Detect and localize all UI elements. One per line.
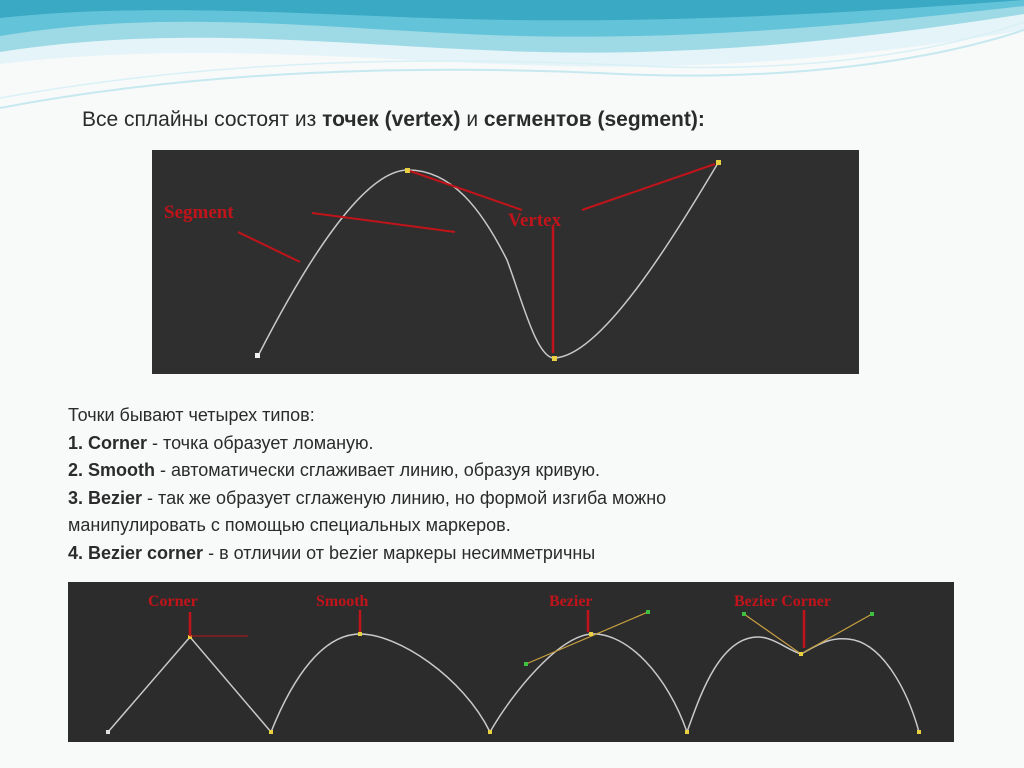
vertex-point bbox=[716, 160, 721, 165]
vertex-pointer-line bbox=[582, 164, 715, 210]
vertex-point bbox=[106, 730, 110, 734]
corner-label: Corner bbox=[148, 593, 198, 610]
spline-diagram bbox=[152, 150, 859, 374]
vertex-point bbox=[799, 652, 803, 656]
vertex-point bbox=[358, 632, 362, 636]
segment-label: Segment bbox=[164, 202, 234, 223]
bezier-handle-end bbox=[870, 612, 874, 616]
bezier-corner-handle bbox=[801, 614, 872, 654]
point-types-list bbox=[68, 402, 968, 567]
vertex-point bbox=[589, 632, 593, 636]
vertex-point bbox=[685, 730, 689, 734]
list-item-continuation: манипулировать с помощью специальных маркеров. bbox=[68, 515, 511, 535]
vertex-point bbox=[269, 730, 273, 734]
vertex-types-figure bbox=[68, 582, 954, 742]
bezier-handle-end bbox=[524, 662, 528, 666]
header-wave-decoration bbox=[0, 0, 1024, 120]
vertex-point bbox=[917, 730, 921, 734]
vertex-types-diagram bbox=[68, 582, 954, 742]
spline-curve bbox=[258, 163, 718, 358]
list-item: 2. Smooth - автоматически сглаживает линию, образуя кривую. bbox=[68, 460, 601, 480]
bezier-label: Bezier bbox=[549, 593, 593, 610]
segment-pointer-line bbox=[238, 232, 300, 262]
vertex-pointer-line bbox=[410, 171, 522, 210]
vertex-point bbox=[255, 353, 260, 358]
page-heading: Все сплайны состоят из точек (vertex) и сегментов (segment): bbox=[82, 108, 705, 131]
vertex-label: Vertex bbox=[508, 210, 562, 231]
bezier-handle-end bbox=[646, 610, 650, 614]
types-intro: Точки бывают четырех типов: bbox=[68, 405, 315, 425]
vertex-point bbox=[488, 730, 492, 734]
bezier-corner-handle bbox=[744, 614, 801, 654]
list-item: 1. Corner - точка образует ломаную. bbox=[68, 432, 374, 453]
smooth-label: Smooth bbox=[316, 593, 369, 610]
list-item: 3. Bezier - так же образует сглаженую линию, но формой изгиба можно bbox=[68, 487, 667, 508]
vertex-segment-figure bbox=[152, 150, 859, 374]
bezier-handle-end bbox=[742, 612, 746, 616]
types-spline-curve bbox=[108, 634, 919, 732]
vertex-point bbox=[552, 356, 557, 361]
vertex-point bbox=[405, 168, 410, 173]
list-item: 4. Bezier corner - в отличии от bezier маркеры несимметричны bbox=[68, 542, 596, 563]
bezier-corner-label: Bezier Corner bbox=[734, 593, 831, 610]
